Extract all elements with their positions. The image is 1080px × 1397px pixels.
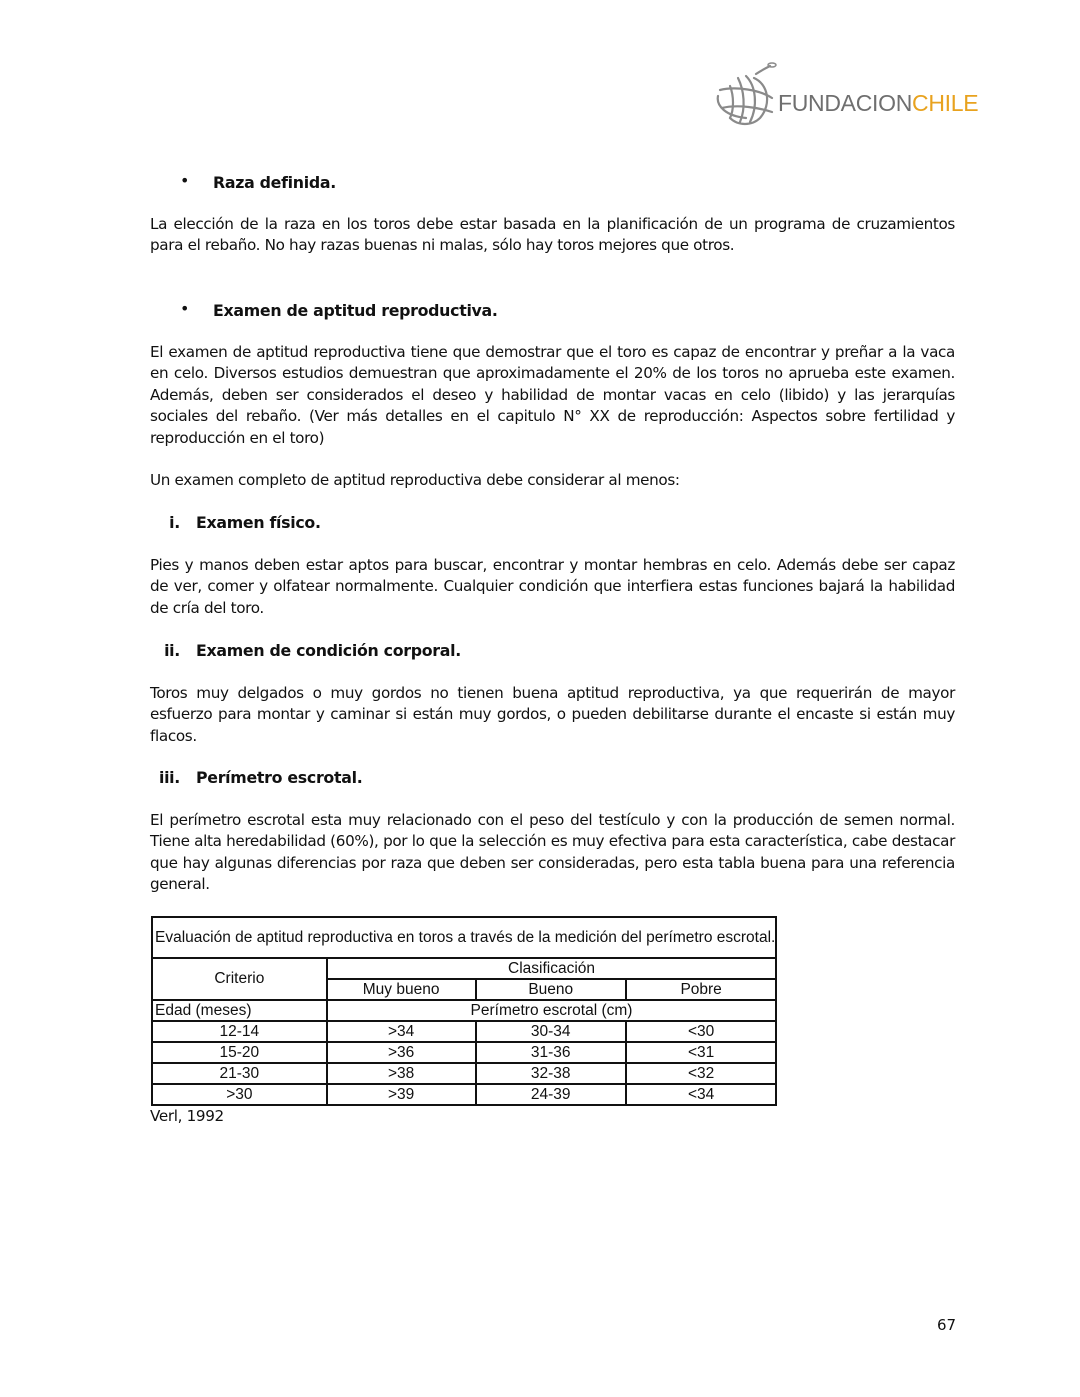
bullet-icon: •	[180, 299, 190, 318]
header-perimetro: Perímetro escrotal (cm)	[327, 1000, 777, 1021]
paragraph-examen-intro: Un examen completo de aptitud reproductiva debe considerar al menos:	[150, 471, 680, 489]
cell-pobre: <30	[626, 1021, 776, 1042]
page-number: 67	[937, 1316, 957, 1334]
table-row	[152, 1084, 776, 1105]
header-pobre: Pobre	[626, 979, 776, 1000]
heading-perimetro-escrotal	[150, 768, 362, 787]
cell-bueno: 30-34	[476, 1021, 626, 1042]
table-source: Verl, 1992	[150, 1107, 224, 1125]
globe-orbit-icon	[716, 60, 782, 130]
logo-wordmark: FUNDACIONCHILE	[778, 90, 979, 116]
fundacion-chile-logo	[716, 60, 979, 130]
heading-text: Examen físico.	[196, 513, 321, 532]
heading-text: Examen de condición corporal.	[196, 641, 461, 660]
heading-raza-definida: Raza definida.	[213, 173, 336, 192]
numeral: iii.	[158, 768, 180, 787]
header-clasificacion: Clasificación	[327, 958, 777, 979]
cell-edad: 15-20	[152, 1042, 327, 1063]
table-unit-row	[152, 1000, 776, 1021]
cell-muy-bueno: >34	[327, 1021, 476, 1042]
cell-edad: >30	[152, 1084, 327, 1105]
paragraph-examen: El examen de aptitud reproductiva tiene que demostrar que el toro es capaz de encontrar y preñar a la vaca en celo. Diversos estudios demuestran que aproximadamente el 20% de los toros no aprueba este examen. Además, deben ser considerados el deseo y habilidad de montar vacas en celo (libido) y las jerarquías sociales del rebaño. (Ver más detalles en el capitulo N° XX de reproducción: Aspectos sobre fertilidad y reproducción en el toro)	[150, 343, 955, 447]
table-row	[152, 1063, 776, 1084]
numeral: i.	[169, 513, 180, 532]
bullet-icon: •	[180, 171, 190, 190]
cell-pobre: <34	[626, 1084, 776, 1105]
paragraph-perimetro: El perímetro escrotal esta muy relacionado con el peso del testículo y con la producción de semen normal. Tiene alta heredabilidad (60%), por lo que la selección es muy efectiva para esta característica, cabe destacar que hay algunas diferencias por raza que deben ser consideradas, pero esta tabla buena para una referencia general.	[150, 811, 955, 894]
heading-condicion-corporal	[150, 641, 461, 660]
header-muy-bueno: Muy bueno	[327, 979, 476, 1000]
heading-examen-aptitud: Examen de aptitud reproductiva.	[213, 301, 498, 320]
table-title: Evaluación de aptitud reproductiva en toros a través de la medición del perímetro escrotal.	[152, 917, 776, 958]
cell-pobre: <32	[626, 1063, 776, 1084]
cell-muy-bueno: >39	[327, 1084, 476, 1105]
cell-edad: 21-30	[152, 1063, 327, 1084]
cell-bueno: 32-38	[476, 1063, 626, 1084]
table-row	[152, 1042, 776, 1063]
heading-text: Perímetro escrotal.	[196, 768, 363, 787]
cell-edad: 12-14	[152, 1021, 327, 1042]
header-bueno: Bueno	[476, 979, 626, 1000]
table-row	[152, 1021, 776, 1042]
header-edad: Edad (meses)	[152, 1000, 327, 1021]
heading-examen-fisico	[150, 513, 321, 532]
cell-muy-bueno: >38	[327, 1063, 476, 1084]
scrotal-perimeter-table	[151, 916, 777, 1106]
cell-bueno: 31-36	[476, 1042, 626, 1063]
table-header-row	[152, 958, 776, 979]
cell-pobre: <31	[626, 1042, 776, 1063]
paragraph-fisico: Pies y manos deben estar aptos para buscar, encontrar y montar hembras en celo. Además debe ser capaz de ver, comer y olfatear normalmente. Cualquier condición que interfiera estas funciones bajará la habilidad de cría del toro.	[150, 556, 955, 617]
paragraph-corporal: Toros muy delgados o muy gordos no tienen buena aptitud reproductiva, ya que requerirán de mayor esfuerzo para montar y caminar si están muy gordos, o pueden debilitarse durante el encaste si están muy flacos.	[150, 684, 955, 745]
table-title-row	[152, 917, 776, 958]
paragraph-raza: La elección de la raza en los toros debe estar basada en la planificación de un programa de cruzamientos para el rebaño. No hay razas buenas ni malas, sólo hay toros mejores que otros.	[150, 215, 955, 255]
numeral: ii.	[164, 641, 180, 660]
header-criterio: Criterio	[152, 958, 327, 1000]
cell-muy-bueno: >36	[327, 1042, 476, 1063]
cell-bueno: 24-39	[476, 1084, 626, 1105]
